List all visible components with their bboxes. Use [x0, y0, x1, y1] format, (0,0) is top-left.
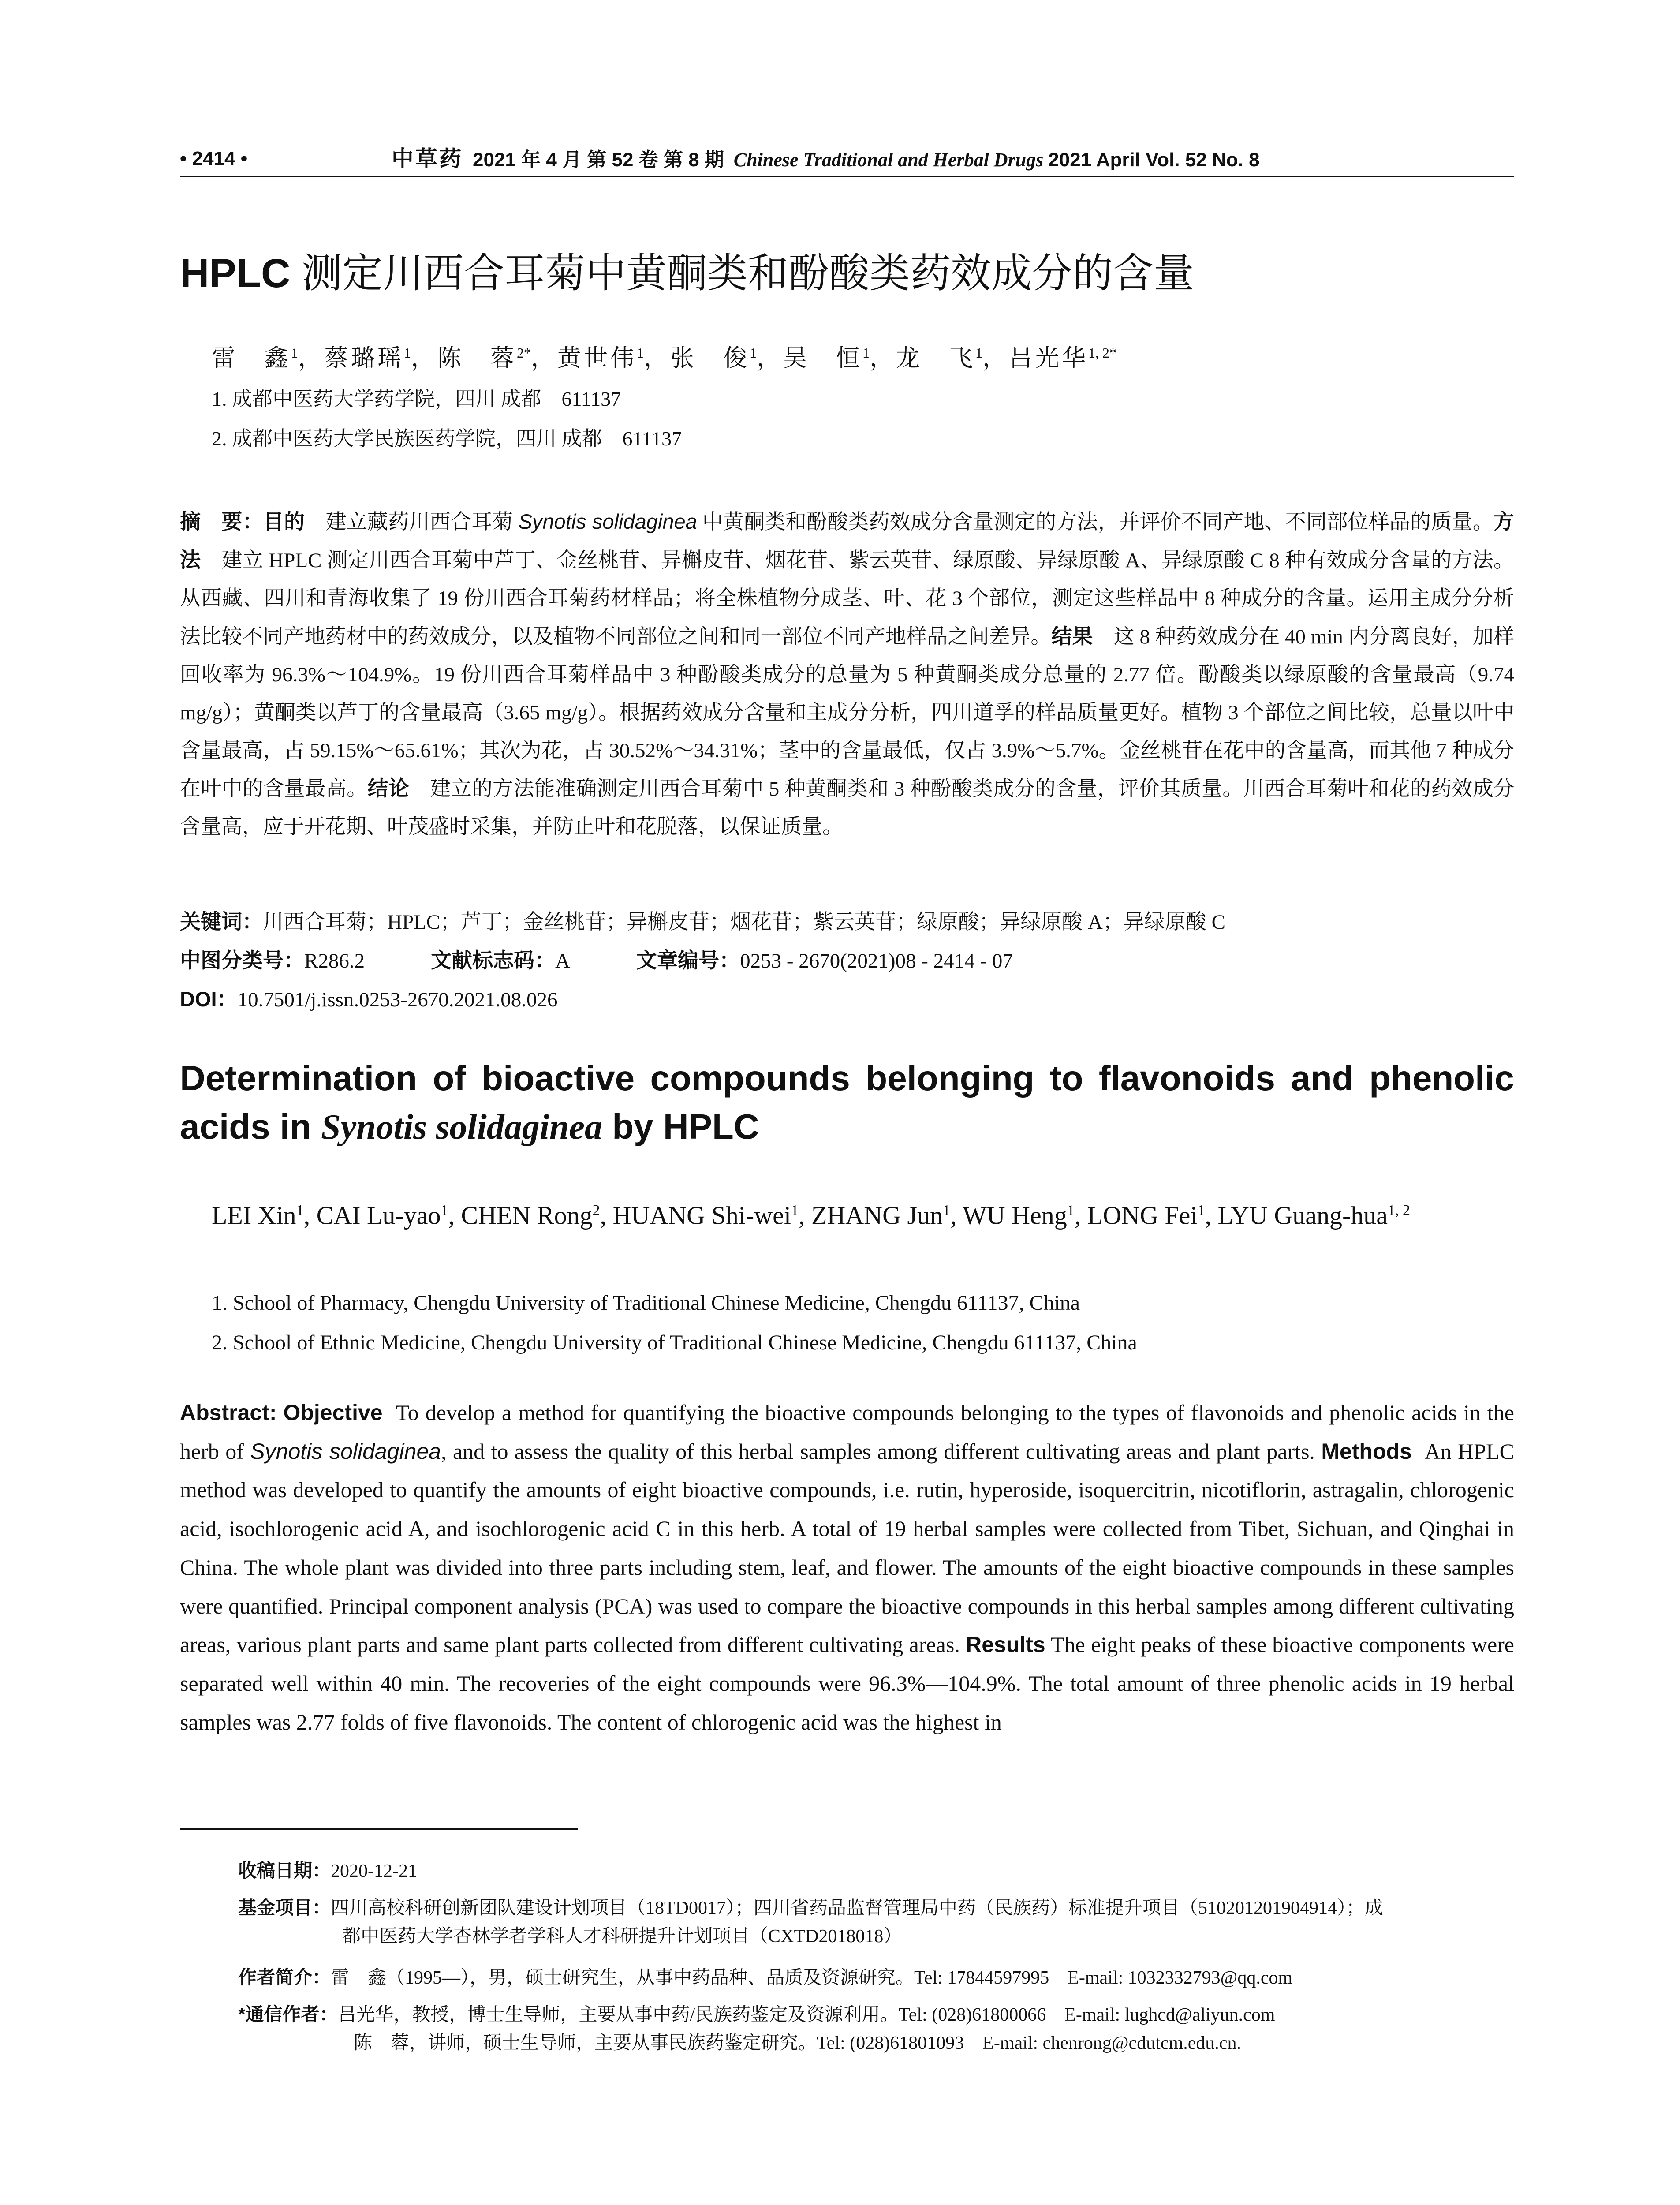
running-header: [180, 145, 1514, 173]
keywords-label: 关键词：: [180, 910, 263, 933]
methods-cn-text: 建立 HPLC 测定川西合耳菊中芦丁、金丝桃苷、异槲皮苷、烟花苷、紫云英苷、绿原酸、异绿原酸 A、异绿原酸 C 8 种有效成分含量的方法。从西藏、四川和青海收集了 19 份川西合耳菊药材样品；将全株植物分成茎、叶、花 3 个部位，测定这些样品中 8 种成分的含量。运用主成分分析法比较不同产地药材中的药效成分，以及植物不同部位之间和同一部位不同产地样品之间差异。: [180, 549, 1515, 648]
author-en: LEI Xin: [212, 1201, 296, 1230]
author-cn-sup: 1: [975, 345, 982, 361]
author-cn-sup: 1: [404, 345, 411, 361]
title-cn: [180, 247, 1514, 300]
footnote-received: [238, 1857, 1514, 1885]
author-en: ZHANG Jun: [811, 1201, 943, 1230]
author-bio-label: 作者简介：: [238, 1967, 331, 1988]
title-cn-prefix: HPLC: [180, 251, 291, 296]
author-en: CAI Lu-yao: [316, 1201, 441, 1230]
abstract-cn-label: 摘 要：: [180, 510, 263, 533]
clc-label: 中图分类号：: [180, 949, 304, 972]
author-cn: 黄世伟: [557, 344, 637, 372]
received-value: 2020-12-21: [331, 1861, 417, 1881]
results-cn-text: 这 8 种药效成分在 40 min 内分离良好，加样回收率为 96.3%～104.9%。19 份川西合耳菊样品中 3 种酚酸类成分的总量为 5 种黄酮类成分总量的 2.77 倍。酚酸类以绿原酸的含量最高（9.74 mg/g）；黄酮类以芦丁的含量最高（3.65 mg/g）。根据药效成分含量和主成分分析，四川道孚的样品质量更好。植物 3 个部位之间比较，总量以叶中含量最高，占 59.15%～65.61%；其次为花，占 30.52%～34.31%；茎中的含量最低，仅占 3.9%～5.7%。金丝桃苷在花中的含量高，而其他 7 种成分在叶中的含量最高。: [180, 625, 1515, 800]
author-cn: 陈 蓉: [437, 344, 517, 372]
footnote-author: [238, 1963, 1514, 1992]
author-en-sup: 1: [1067, 1202, 1075, 1218]
author-en-sup: 2: [592, 1202, 600, 1218]
issue-en: 2021 April Vol. 52 No. 8: [1048, 149, 1260, 171]
affiliation-cn-2: 2. 成都中医药大学民族医药学院，四川 成都 611137: [212, 427, 682, 450]
author-en: LONG Fei: [1087, 1201, 1198, 1230]
author-en: CHEN Rong: [461, 1201, 593, 1230]
author-cn-sup: 1: [750, 345, 757, 361]
results-en-text: The eight peaks of these bioactive components were separated well within 40 min. The recoveries of the eight compounds were 96.3%—104.9%. The total amount of three phenolic acids in 19 herbal samples was 2.77 folds of five flavonoids. The content of chlorogenic acid was the highest in: [180, 1632, 1514, 1734]
doc-code-value: A: [555, 949, 571, 972]
doc-code-label: 文献标志码：: [431, 949, 556, 972]
author-cn: 吴 恒: [783, 344, 862, 372]
results-en-label: Results: [966, 1632, 1045, 1657]
fund-label: 基金项目：: [238, 1897, 331, 1918]
author-en-sup: 1: [441, 1202, 448, 1218]
species-name-cn-abstract: Synotis solidaginea: [518, 510, 697, 533]
received-label: 收稿日期：: [238, 1860, 331, 1881]
abstract-cn: [180, 503, 1514, 846]
author-en-sup: 1: [296, 1202, 304, 1218]
corr-line-1: 吕光华，教授，博士生导师，主要从事中药/民族药鉴定及资源利用。Tel: (028)61800066 E-mail: lughcd@aliyun.com: [338, 2005, 1275, 2025]
methods-en-text: An HPLC method was developed to quantify the amounts of eight bioactive compounds, i.e. rutin, hyperoside, isoquercitrin, nicotiflorin, astragalin, chlorogenic acid, isochlorogenic acid A, and isochlorogenic acid C in this herb. A total of 19 herbal samples were collected from Tibet, Sichuan, and Qinghai in China. The whole plant was divided into three parts including stem, leaf, and flower. The amounts of the eight bioactive compounds in these samples were quantified. Principal component analysis (PCA) was used to compare the bioactive compounds in this herbal samples among different cultivating areas, various plant parts and same plant parts collected from different cultivating areas.: [180, 1439, 1514, 1657]
conclusion-cn-text: 建立的方法能准确测定川西合耳菊中 5 种黄酮类和 3 种酚酸类成分的含量，评价其质量。川西合耳菊叶和花的药效成分含量高，应于开花期、叶茂盛时采集，并防止叶和花脱落，以保证质量。: [180, 777, 1515, 838]
objective-en-text-2: , and to assess the quality of this herbal samples among different cultivating areas and plant parts.: [441, 1439, 1315, 1464]
title-en-part2: by HPLC: [602, 1107, 759, 1146]
corr-label: *通信作者：: [238, 2004, 338, 2025]
journal-name-en: Chinese Traditional and Herbal Drugs: [733, 149, 1044, 171]
authors-cn: 雷 鑫$^1$，蔡璐瑶$^1$，陈 蓉$^{2*}$，黄世伟$^1$，张 俊$^1$，吴 恒$^1$，龙 飞$^1$，吕光华$^{1, 2*}$: [212, 344, 1116, 372]
author-cn-sup: 1: [291, 345, 298, 361]
author-bio-value: 雷 鑫（1995—），男，硕士研究生，从事中药品种、品质及资源研究。Tel: 17844597995 E-mail: 1032332793@qq.com: [331, 1968, 1293, 1988]
affiliation-en-2: 2. School of Ethnic Medicine, Chengdu University of Traditional Chinese Medicine, Chengdu 611137, China: [212, 1331, 1137, 1354]
methods-cn-label: 方法: [180, 510, 1515, 572]
journal-line: [392, 145, 1260, 174]
journal-name-cn: 中草药: [392, 146, 463, 171]
author-cn-sup: 1: [637, 345, 644, 361]
classification-line: [180, 943, 1514, 979]
corr-line-2: 陈 蓉，讲师，硕士生导师，主要从事民族药鉴定研究。Tel: (028)61801093 E-mail: chenrong@cdutcm.edu.cn.: [354, 2033, 1241, 2053]
clc-value: R286.2: [304, 949, 365, 972]
affiliation-cn-1: 1. 成都中医药大学药学院，四川 成都 611137: [212, 388, 621, 410]
author-cn: 雷 鑫: [212, 344, 291, 372]
objective-cn-label: 目的: [263, 510, 305, 533]
objective-en-label: Objective: [283, 1400, 383, 1425]
author-en-sup: 1: [943, 1202, 951, 1218]
methods-en-label: Methods: [1321, 1439, 1412, 1464]
title-en-part1: Determination of bioactive compounds belonging to flavonoids and phenolic acids in: [180, 1058, 1514, 1146]
author-cn: 蔡璐瑶: [325, 344, 404, 372]
objective-cn-text-1: 建立藏药川西合耳菊: [325, 511, 519, 534]
objective-en-text-1: To develop a method for quantifying the bioactive compounds belonging to the types of flavonoids and phenolic acids in the herb of: [180, 1400, 1515, 1464]
article-no-label: 文章编号：: [636, 949, 740, 972]
issue-cn: 2021 年 4 月 第 52 卷 第 8 期: [473, 149, 724, 171]
article-no-value: 0253 - 2670(2021)08 - 2414 - 07: [740, 949, 1013, 972]
keywords-value: 川西合耳菊；HPLC；芦丁；金丝桃苷；异槲皮苷；烟花苷；紫云英苷；绿原酸；异绿原酸 A；异绿原酸 C: [263, 911, 1225, 934]
title-cn-rest: 测定川西合耳菊中黄酮类和酚酸类药效成分的含量: [290, 251, 1195, 296]
author-cn: 吕光华: [1009, 344, 1088, 372]
author-en: HUANG Shi-wei: [612, 1201, 791, 1230]
objective-cn-text-2: 中黄酮类和酚酸类药效成分含量测定的方法，并评价不同产地、不同部位样品的质量。: [697, 511, 1494, 534]
footnote-correspondence: [238, 2000, 1514, 2057]
fund-line-1: 四川高校科研创新团队建设计划项目（18TD0017）；四川省药品监督管理局中药（民族药）标准提升项目（510201201904914）；成: [331, 1898, 1384, 1918]
conclusion-cn-label: 结论: [367, 777, 410, 800]
footnote-rule: [180, 1828, 578, 1830]
author-cn: 张 俊: [670, 344, 750, 372]
footnote-fund: [238, 1894, 1514, 1951]
abstract-en: [180, 1394, 1514, 1742]
fund-line-2: 都中医药大学杏林学者学科人才科研提升计划项目（CXTD2018018）: [342, 1926, 902, 1947]
author-cn-sup: 2*: [517, 345, 531, 361]
abstract-en-label: Abstract:: [180, 1400, 277, 1425]
author-en-sup: 1: [791, 1202, 799, 1218]
author-cn-sup: 1, 2*: [1088, 345, 1116, 361]
title-en-species: Synotis solidaginea: [321, 1108, 603, 1147]
authors-en: LEI Xin$^1$, CAI Lu-yao$^1$, CHEN Rong$^2$, HUANG Shi-wei$^1$, ZHANG Jun$^1$, WU Heng$^1$, LONG Fei$^1$, LYU Guang-hua$^{1, 2}$: [212, 1201, 1411, 1230]
affiliation-en-1: 1. School of Pharmacy, Chengdu University of Traditional Chinese Medicine, Chengdu 611137, China: [212, 1291, 1080, 1315]
doi-line: [180, 982, 1514, 1017]
keywords-line: [180, 904, 1514, 940]
author-en: WU Heng: [962, 1201, 1067, 1230]
doi-value: 10.7501/j.issn.0253-2670.2021.08.026: [237, 988, 558, 1011]
author-cn: 龙 飞: [896, 344, 975, 372]
author-cn-sup: 1: [862, 345, 870, 361]
results-cn-label: 结果: [1051, 624, 1093, 648]
author-en-sup: 1, 2: [1388, 1202, 1411, 1218]
author-en: LYU Guang-hua: [1217, 1201, 1388, 1230]
page-number: • 2414 •: [180, 148, 248, 169]
doi-label: DOI：: [180, 987, 238, 1011]
header-rule: [180, 176, 1514, 177]
author-en-sup: 1: [1197, 1202, 1205, 1218]
species-name-en-abstract: Synotis solidaginea: [250, 1439, 441, 1464]
title-en: [180, 1054, 1514, 1151]
